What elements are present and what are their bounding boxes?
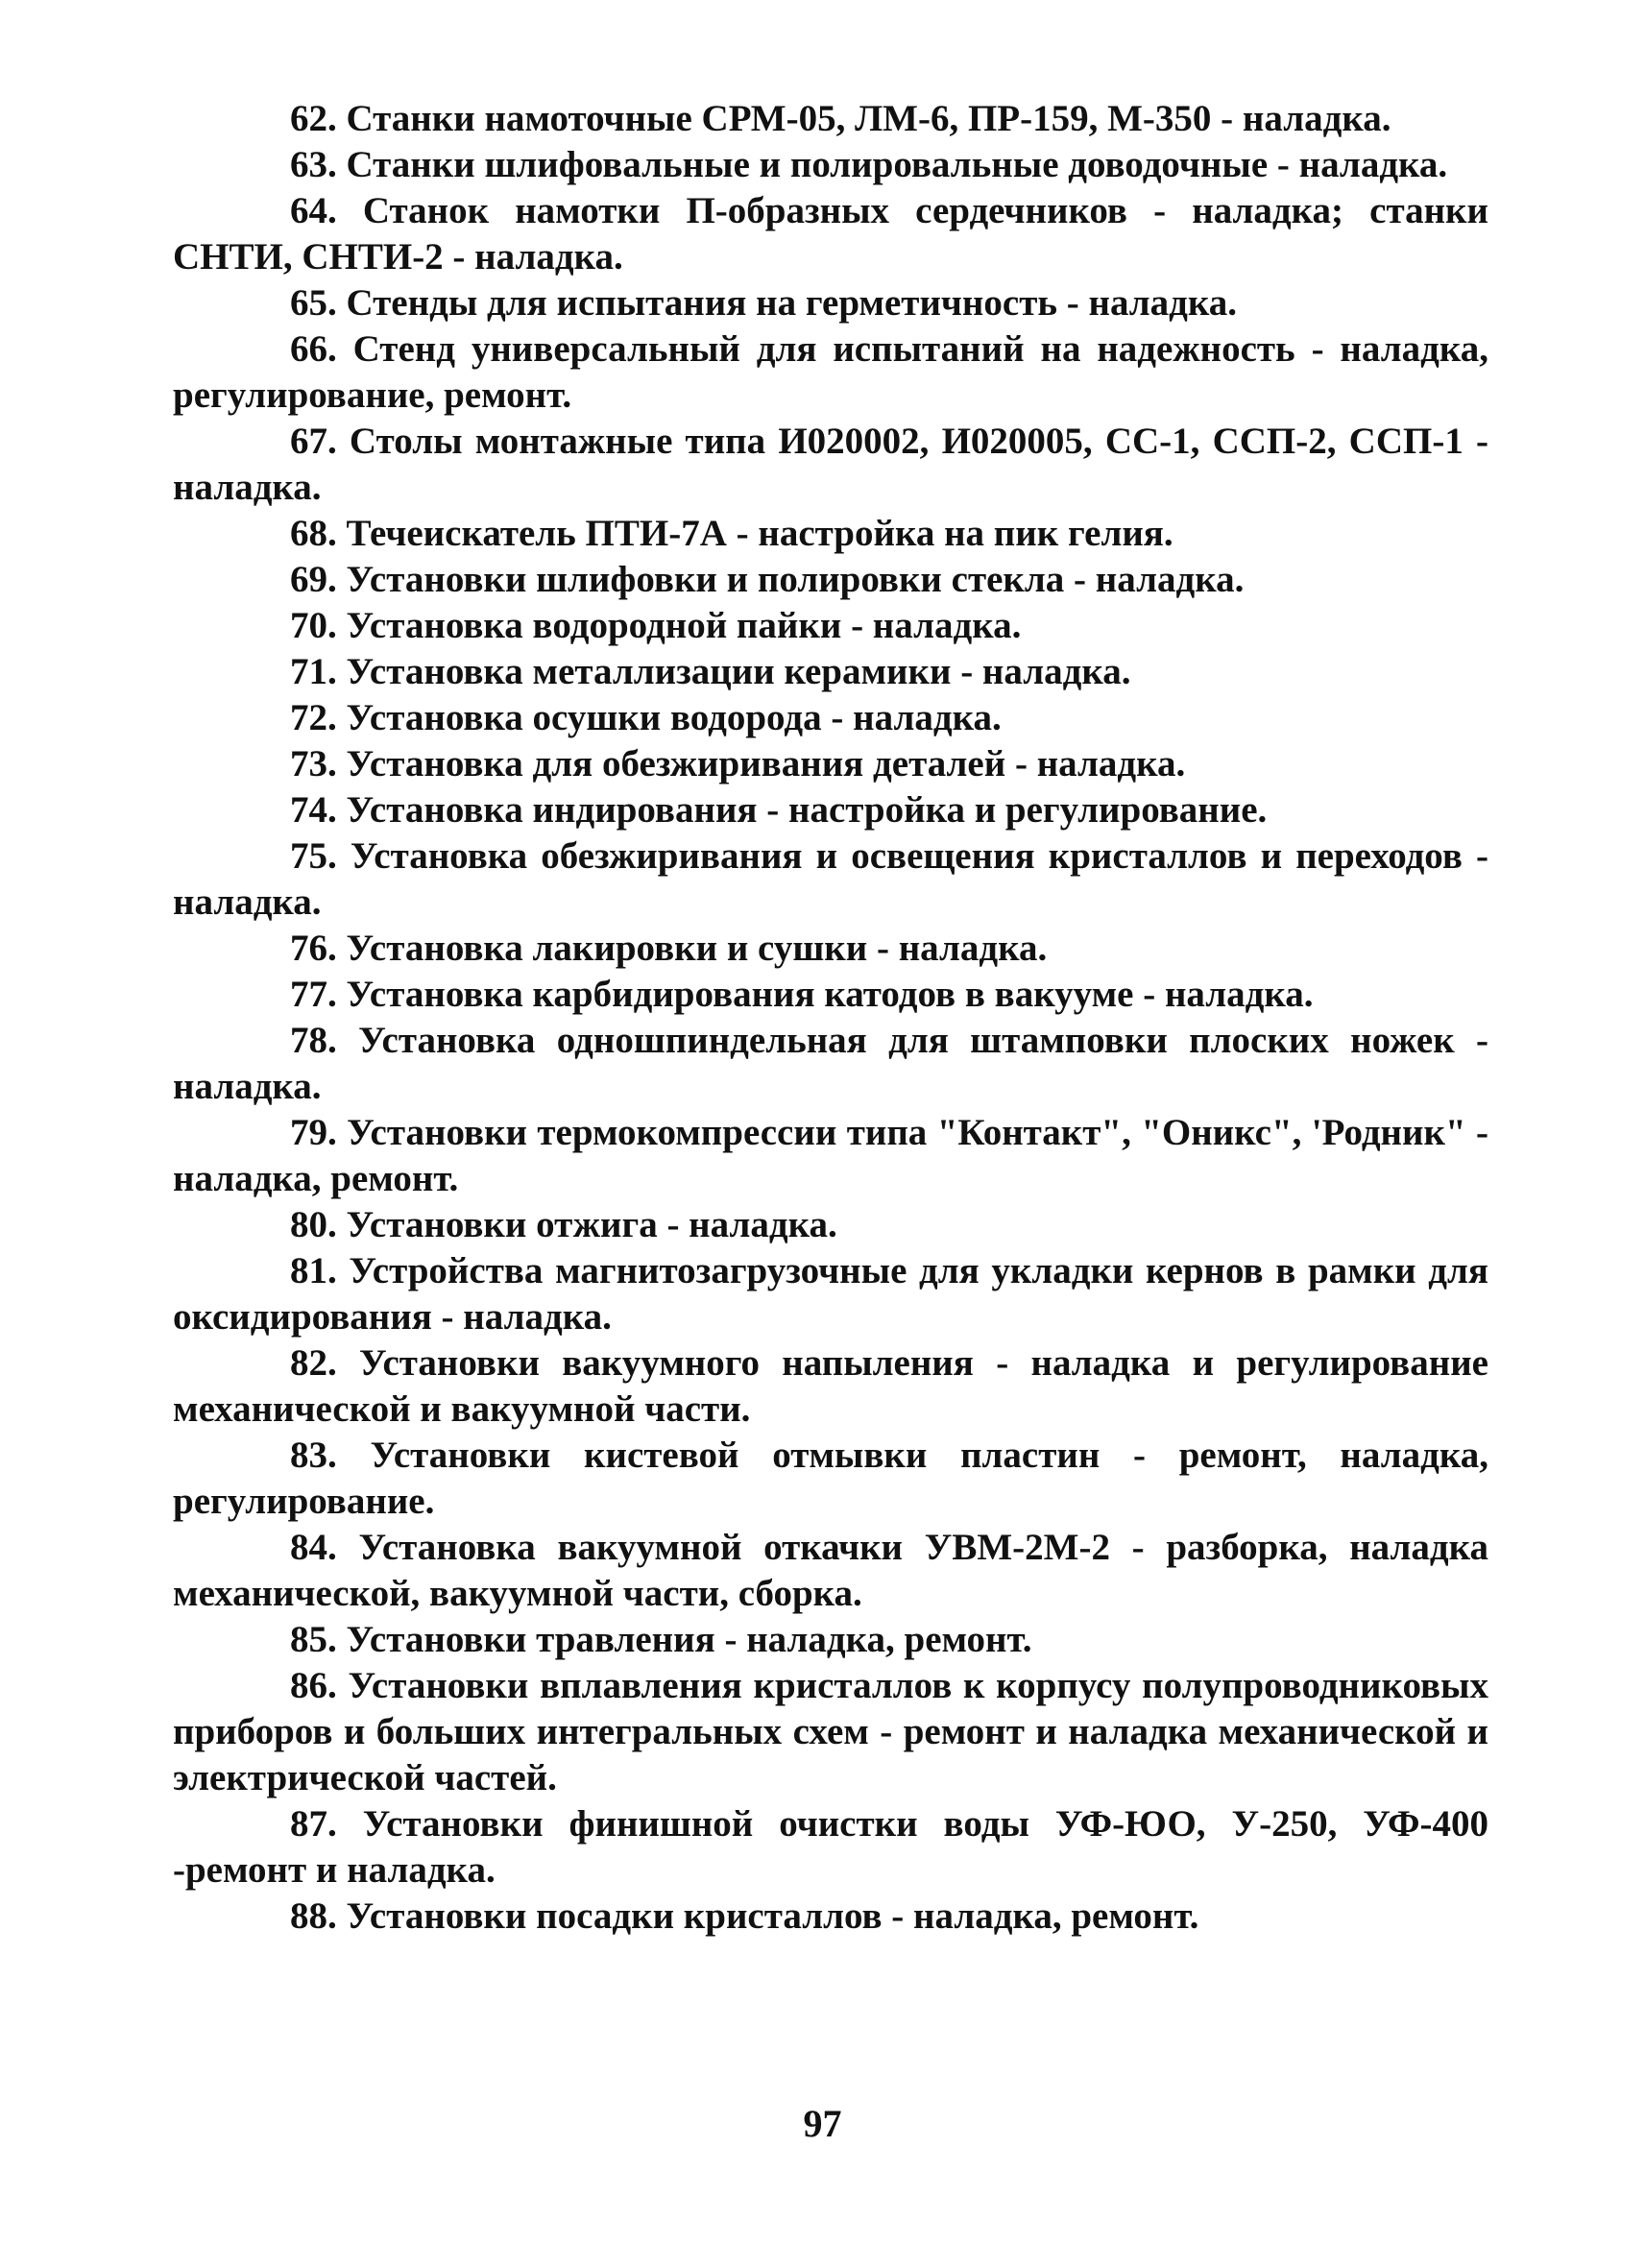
list-item: 67. Столы монтажные типа И020002, И020005, СС-1, ССП-2, ССП-1 - наладка.	[173, 421, 1488, 508]
list-item: 75. Установка обезжиривания и освещения кристаллов и переходов - наладка.	[173, 835, 1488, 923]
list-item: 76. Установка лакировки и сушки - наладка.	[290, 928, 1048, 969]
list-item: 78. Установка одношпиндельная для штамповки плоских ножек - наладка.	[173, 1020, 1488, 1107]
list-item: 77. Установка карбидирования катодов в вакууме - наладка.	[290, 974, 1314, 1015]
list-item: 82. Установки вакуумного напыления - наладка и регулирование механической и вакуумной части.	[173, 1342, 1488, 1430]
list-item: 73. Установка для обезжиривания деталей - наладка.	[290, 743, 1186, 784]
list-item: 62. Станки намоточные СРМ-05, ЛМ-6, ПР-159, М-350 - наладка.	[290, 98, 1391, 139]
list-item: 88. Установки посадки кристаллов - наладка, ремонт.	[290, 1895, 1199, 1937]
list-item: 86. Установки вплавления кристаллов к корпусу полупроводниковых приборов и больших интегральных схем - ремонт и наладка механической и электрической частей.	[173, 1665, 1488, 1798]
list-item: 68. Течеискатель ПТИ-7А - настройка на пик гелия.	[290, 513, 1173, 554]
list-item: 64. Станок намотки П-образных сердечников - наладка; станки СНТИ, СНТИ-2 - наладка.	[173, 190, 1488, 277]
list-item: 71. Установка металлизации керамики - наладка.	[290, 651, 1131, 692]
list-item: 69. Установки шлифовки и полировки стекла - наладка.	[290, 559, 1245, 600]
list-item: 84. Установка вакуумной откачки УВМ-2М-2 - разборка, наладка механической, вакуумной части, сборка.	[173, 1527, 1488, 1614]
document-body	[173, 96, 1488, 1940]
list-item: 79. Установки термокомпрессии типа "Контакт", "Оникс", 'Родник" - наладка, ремонт.	[173, 1112, 1488, 1199]
list-item: 66. Стенд универсальный для испытаний на надежность - наладка, регулирование, ремонт.	[173, 328, 1488, 416]
list-item: 74. Установка индирования - настройка и регулирование.	[290, 789, 1268, 831]
list-item: 80. Установки отжига - наладка.	[290, 1204, 837, 1245]
list-item: 81. Устройства магнитозагрузочные для укладки кернов в рамки для оксидирования - наладка.	[173, 1250, 1488, 1338]
list-item: 72. Установка осушки водорода - наладка.	[290, 697, 1002, 738]
list-item: 63. Станки шлифовальные и полировальные доводочные - наладка.	[290, 144, 1448, 185]
list-item: 83. Установки кистевой отмывки пластин - ремонт, наладка, регулирование.	[173, 1435, 1488, 1522]
list-item: 70. Установка водородной пайки - наладка.	[290, 605, 1022, 646]
list-item: 65. Стенды для испытания на герметичность - наладка.	[290, 282, 1238, 324]
page-number: 97	[803, 2102, 842, 2145]
list-item: 87. Установки финишной очистки воды УФ-ЮО, У-250, УФ-400 -ремонт и наладка.	[173, 1803, 1488, 1891]
list-item: 85. Установки травления - наладка, ремонт.	[290, 1619, 1032, 1660]
